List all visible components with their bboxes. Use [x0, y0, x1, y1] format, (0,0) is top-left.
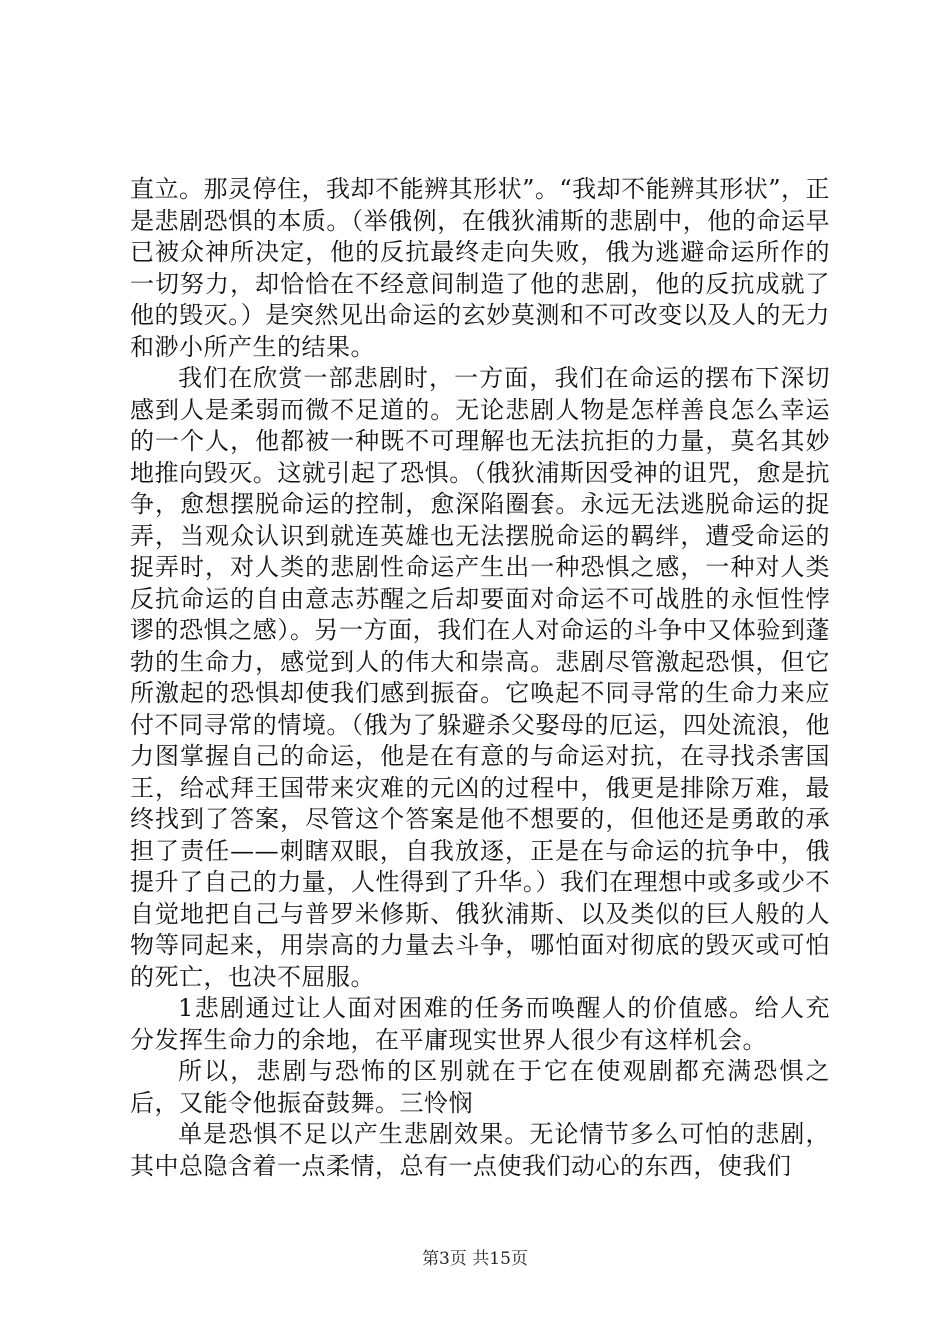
paragraph-5: 单是恐惧不足以产生悲剧效果。无论情节多么可怕的悲剧，其中总隐含着一点柔情，总有一点使我们动心的东西，使我们 — [130, 1120, 830, 1180]
paragraph-1: 直立。那灵停住，我却不能辨其形状”。“我却不能辨其形状”，正是悲剧恐惧的本质。（举俄例，在俄狄浦斯的悲剧中，他的命运早已被众神所决定，他的反抗最终走向失败，俄为逃避命运所作的一切努力，却恰恰在不经意间制造了他的悲剧，他的反抗成就了他的毁灭。）是突然见出命运的玄妙莫测和不可改变以及人的无力和渺小所产生的结果。 — [130, 175, 830, 361]
paragraph-3: 1悲剧通过让人面对困难的任务而唤醒人的价值感。给人充分发挥生命力的余地，在平庸现实世界人很少有这样机会。 — [130, 994, 830, 1054]
paragraph-2: 我们在欣赏一部悲剧时，一方面，我们在命运的摆布下深切感到人是柔弱而微不足道的。无论悲剧人物是怎样善良怎么幸运的一个人，他都被一种既不可理解也无法抗拒的力量，莫名其妙地推向毁灭。这就引起了恐惧。（俄狄浦斯因受神的诅咒，愈是抗争，愈想摆脱命运的控制，愈深陷圈套。永远无法逃脱命运的捉弄，当观众认识到就连英雄也无法摆脱命运的羁绊，遭受命运的捉弄时，对人类的悲剧性命运产生出一种恐惧之感，一种对人类反抗命运的自由意志苏醒之后却要面对命运不可战胜的永恒性悖谬的恐惧之感）。另一方面，我们在人对命运的斗争中又体验到蓬勃的生命力，感觉到人的伟大和崇高。悲剧尽管激起恐惧，但它所激起的恐惧却使我们感到振奋。它唤起不同寻常的生命力来应付不同寻常的情境。（俄为了躲避杀父娶母的厄运，四处流浪，他力图掌握自己的命运，他是在有意的与命运对抗，在寻找杀害国王，给忒拜王国带来灾难的元凶的过程中，俄更是排除万难，最终找到了答案，尽管这个答案是他不想要的，但他还是勇敢的承担了责任——刺瞎双眼，自我放逐，正是在与命运的抗争中，俄提升了自己的力量，人性得到了升华。）我们在理想中或多或少不自觉地把自己与普罗米修斯、俄狄浦斯、以及类似的巨人般的人物等同起来，用崇高的力量去斗争，哪怕面对彻底的毁灭或可怕的死亡，也决不屈服。 — [130, 364, 830, 991]
page-number-footer: 第3页 共15页 — [422, 1249, 528, 1269]
paragraph-4: 所以，悲剧与恐怖的区别就在于它在使观剧都充满恐惧之后，又能令他振奋鼓舞。三怜悯 — [130, 1057, 830, 1117]
document-body — [130, 174, 830, 1182]
